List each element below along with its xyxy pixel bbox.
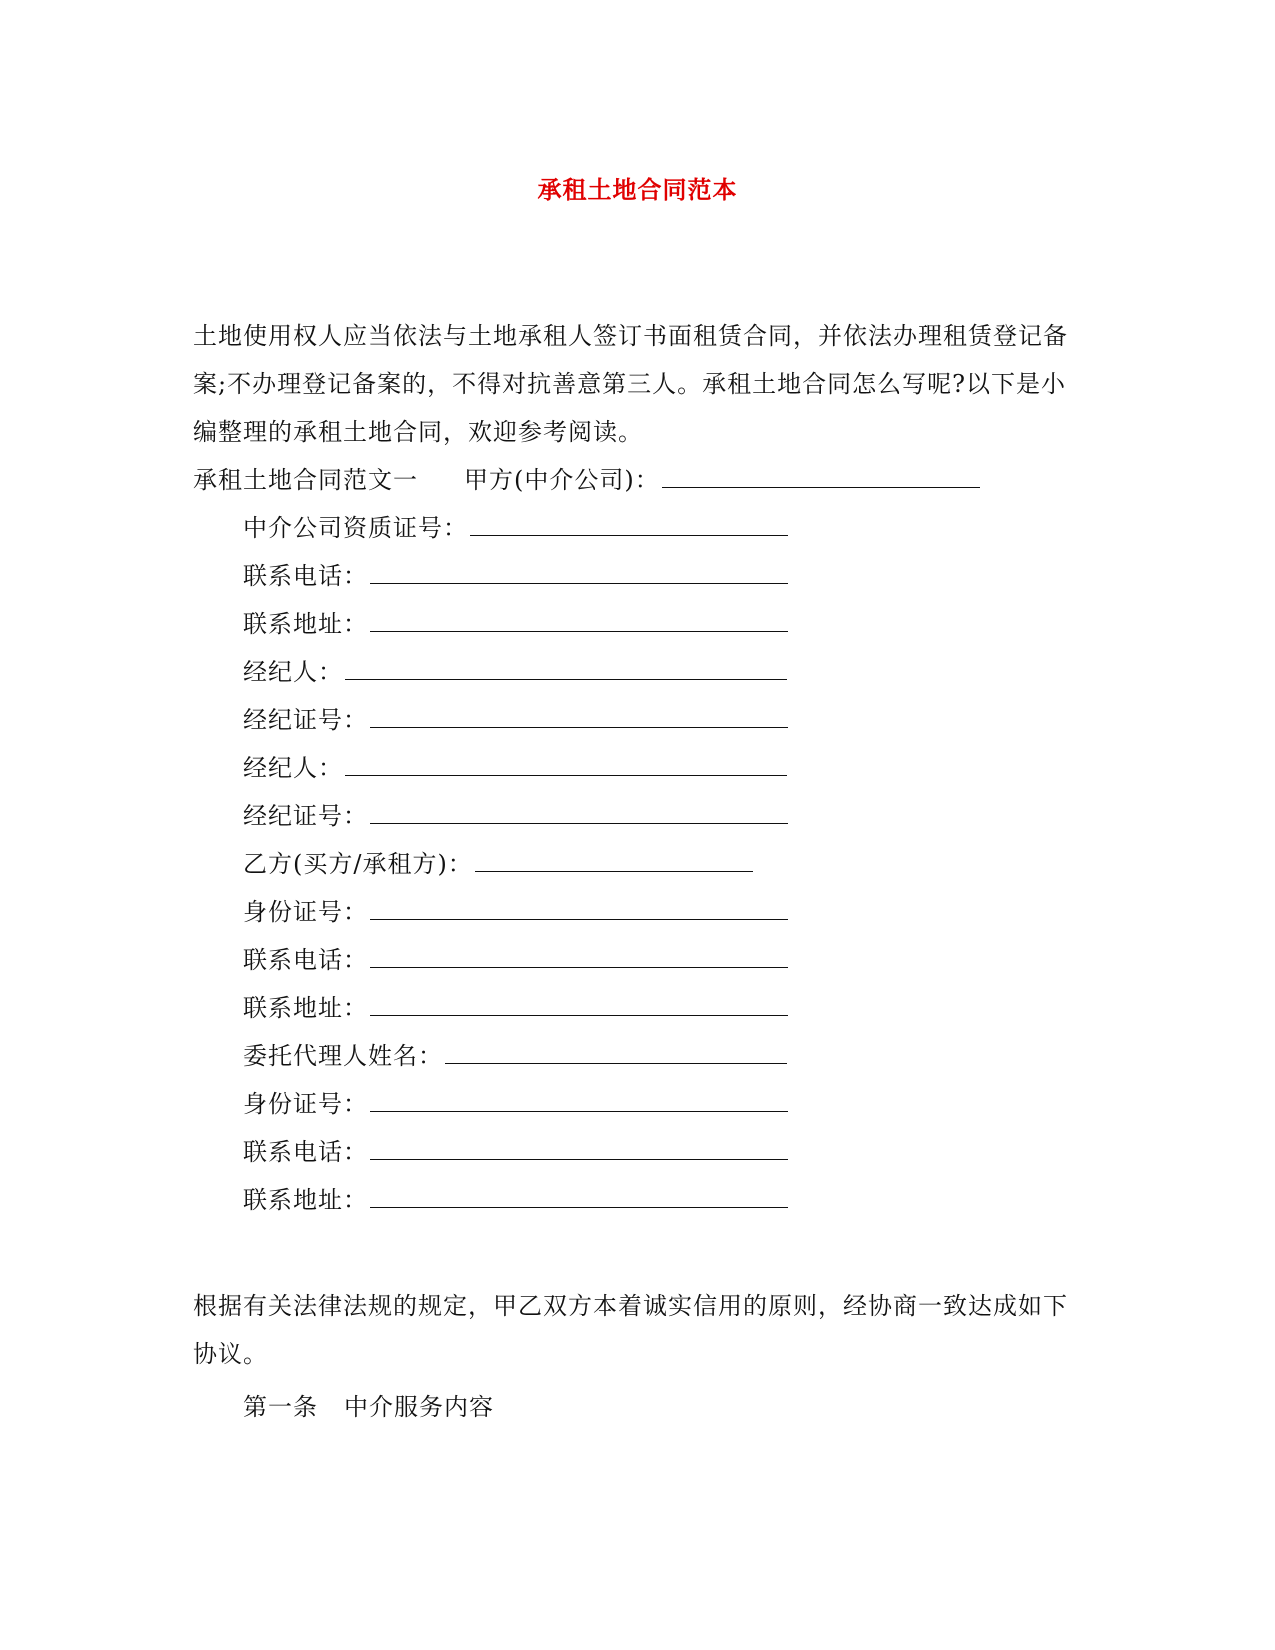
field-blank[interactable] (370, 609, 788, 632)
field-row (243, 945, 788, 975)
agreement-paragraph: 根据有关法律法规的规定，甲乙双方本着诚实信用的原则，经协商一致达成如下协议。 (193, 1292, 1068, 1368)
field-blank[interactable] (370, 945, 788, 968)
field-row (243, 849, 753, 879)
field-label: 联系电话： (243, 1138, 368, 1166)
field-label: 联系地址： (243, 1186, 368, 1214)
field-blank[interactable] (370, 705, 788, 728)
field-label: 联系电话： (243, 946, 368, 974)
article-number: 第一条 (243, 1393, 318, 1421)
field-row (243, 609, 788, 639)
field-label: 经纪人： (243, 754, 343, 782)
field-row (243, 1137, 788, 1167)
field-row (243, 993, 788, 1023)
section-heading: 承租土地合同范文一 (193, 466, 418, 494)
field-blank[interactable] (370, 561, 788, 584)
field-row (243, 753, 787, 783)
field-row (243, 561, 788, 591)
field-row (243, 705, 788, 735)
field-label: 身份证号： (243, 898, 368, 926)
field-blank[interactable] (345, 657, 787, 680)
field-blank[interactable] (370, 1137, 788, 1160)
field-blank[interactable] (470, 513, 788, 536)
field-row (243, 1041, 787, 1071)
field-label: 乙方(买方/承租方)： (243, 850, 473, 878)
field-label: 经纪证号： (243, 802, 368, 830)
document-title: 承租土地合同范本 (537, 176, 738, 204)
field-blank[interactable] (370, 1185, 788, 1208)
field-blank[interactable] (370, 801, 788, 824)
field-label: 联系地址： (243, 994, 368, 1022)
intro-paragraph: 土地使用权人应当依法与土地承租人签订书面租赁合同，并依法办理租赁登记备案;不办理登记备案的，不得对抗善意第三人。承租土地合同怎么写呢?以下是小编整理的承租土地合同，欢迎参考阅读。 (193, 322, 1068, 446)
field-label: 经纪人： (243, 658, 343, 686)
field-blank[interactable] (345, 753, 787, 776)
field-row (243, 657, 787, 687)
field-row (243, 1089, 788, 1119)
field-row (243, 897, 788, 927)
field-label: 委托代理人姓名： (243, 1042, 443, 1070)
field-label: 中介公司资质证号： (243, 514, 468, 542)
field-label: 经纪证号： (243, 706, 368, 734)
field-label: 联系电话： (243, 562, 368, 590)
article-title: 中介服务内容 (344, 1393, 494, 1421)
field-blank[interactable] (370, 993, 788, 1016)
field-blank[interactable] (370, 897, 788, 920)
field-row (243, 801, 788, 831)
field-label: 身份证号： (243, 1090, 368, 1118)
field-row (243, 513, 788, 543)
party-a-row (193, 465, 980, 495)
article-heading (243, 1392, 494, 1422)
field-label: 联系地址： (243, 610, 368, 638)
field-blank[interactable] (370, 1089, 788, 1112)
party-a-blank[interactable] (662, 465, 980, 488)
field-blank[interactable] (475, 849, 753, 872)
field-blank[interactable] (445, 1041, 787, 1064)
field-row (243, 1185, 788, 1215)
party-a-label: 甲方(中介公司)： (464, 466, 660, 494)
